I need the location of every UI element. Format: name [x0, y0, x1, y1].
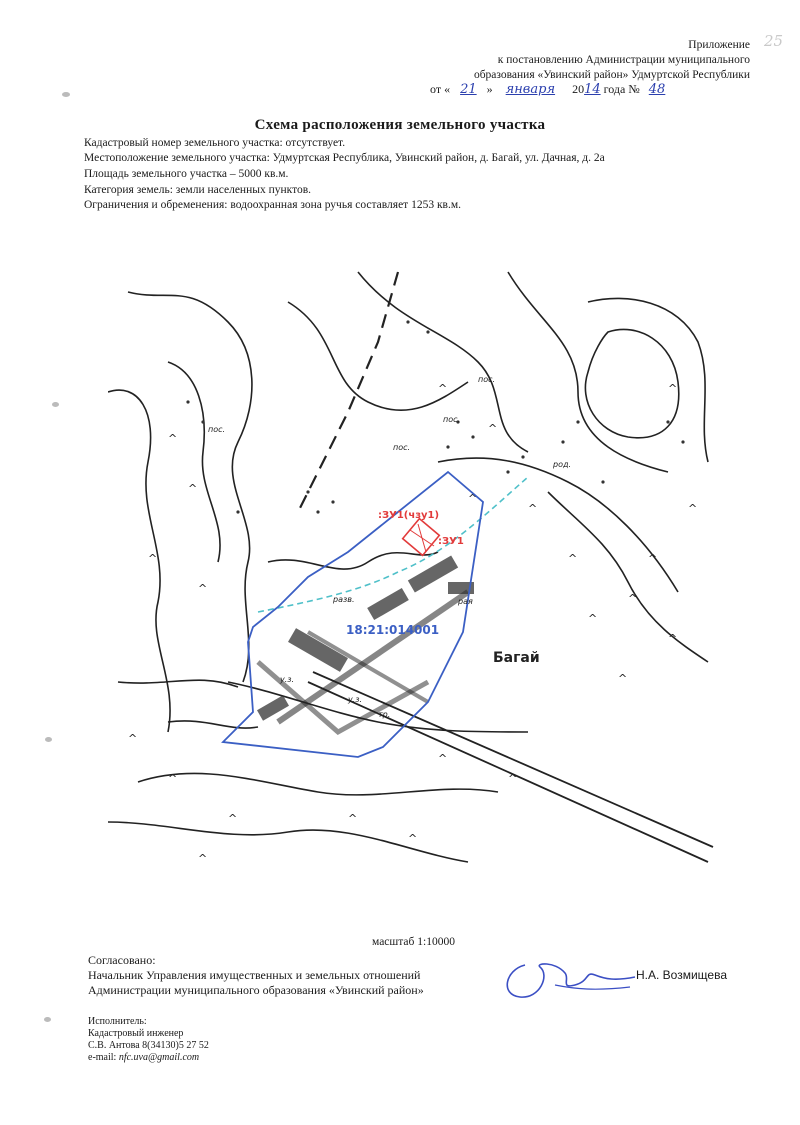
svg-text:^: ^ [168, 772, 178, 785]
map-label: пос. [208, 425, 226, 434]
date-year-suffix: 14 [584, 82, 601, 97]
map-label: тр. [378, 710, 391, 719]
date-quote-close: » [486, 82, 493, 96]
svg-text:^: ^ [628, 592, 638, 605]
corner-mark: 25 [764, 32, 784, 50]
signer-name: Н.А. Возмищева [636, 968, 727, 982]
header-municipality: образования «Увинский район» Удмуртской Республики [473, 69, 750, 81]
main-road [313, 672, 713, 847]
stream-line [258, 477, 528, 612]
relief-line [358, 272, 528, 452]
cadastral-quarter-label: 18:21:014001 [346, 623, 440, 637]
svg-text:^: ^ [528, 502, 538, 515]
executor-email[interactable]: nfc.uva@gmail.com [118, 1052, 200, 1063]
svg-text:^: ^ [438, 382, 448, 395]
detail-cadastral-number: Кадастровый номер земельного участка: отсутствует. [84, 137, 346, 149]
executor-contact: С.В. Антова 8(34130)5 27 52 [88, 1040, 209, 1051]
svg-text:^: ^ [468, 492, 478, 505]
map-label: у.з. [348, 695, 363, 704]
svg-text:^: ^ [198, 582, 208, 595]
relief-line [168, 721, 258, 728]
map-label: у.з. [280, 675, 295, 684]
scan-speck [52, 402, 59, 407]
approval-organization: Администрации муниципального образования «Увинский район» [88, 983, 424, 997]
scan-speck [62, 92, 70, 97]
map-label: пос. [393, 443, 411, 452]
land-plot-map [108, 262, 720, 902]
svg-text:^: ^ [438, 752, 448, 765]
map-label: пос. [443, 415, 461, 424]
svg-text:^: ^ [348, 812, 358, 825]
svg-text:^: ^ [228, 812, 238, 825]
svg-text:^: ^ [148, 552, 158, 565]
dashed-road [298, 272, 398, 512]
relief-line [168, 362, 220, 562]
date-year-after: года № [603, 82, 640, 96]
map-scale: масштаб 1:10000 [372, 936, 455, 948]
detail-area: Площадь земельного участка – 5000 кв.м. [84, 168, 289, 180]
map-label: рая [458, 597, 473, 606]
document-number: 48 [648, 82, 666, 97]
signature-image [495, 955, 640, 1005]
map-label: пос. [478, 375, 496, 384]
map-label: род. [553, 460, 572, 469]
executor-role: Кадастровый инженер [88, 1028, 184, 1039]
svg-text:^: ^ [128, 732, 138, 745]
svg-text:^: ^ [408, 832, 418, 845]
svg-text:^: ^ [168, 432, 178, 445]
svg-text:^: ^ [688, 502, 698, 515]
svg-text:^: ^ [508, 772, 518, 785]
svg-text:^: ^ [198, 852, 208, 865]
relief-line [138, 773, 498, 794]
map-label: разв. [333, 595, 355, 604]
executor-heading: Исполнитель: [88, 1016, 147, 1027]
relief-line [118, 680, 238, 687]
executor-email-line [88, 1052, 199, 1064]
scan-speck [45, 737, 52, 742]
approval-position: Начальник Управления имущественных и земельных отношений [88, 968, 421, 982]
date-from-label: от « [430, 82, 451, 96]
header-resolution: к постановлению Администрации муниципального [497, 54, 750, 66]
detail-location: Местоположение земельного участка: Удмуртская Республика, Увинский район, д. Багай, ул. Дачная, д. 2а [84, 152, 605, 164]
svg-text:^: ^ [488, 422, 498, 435]
relief-line [585, 329, 678, 437]
header-appendix: Приложение [688, 39, 750, 51]
relief-line [268, 552, 438, 569]
scan-speck [44, 1017, 51, 1022]
approval-heading: Согласовано: [88, 953, 156, 967]
page-title: Схема расположения земельного участка [254, 117, 546, 133]
svg-text:^: ^ [588, 612, 598, 625]
svg-text:^: ^ [188, 482, 198, 495]
executor-email-label: e-mail: [88, 1052, 117, 1063]
date-year-prefix: 20 [572, 82, 585, 96]
svg-text:^: ^ [668, 382, 678, 395]
relief-line [548, 492, 708, 662]
plot-label-1: :ЗУ1(чзу1) [378, 510, 440, 521]
date-day: 21 [460, 82, 477, 97]
header-date-line [430, 82, 760, 97]
building [367, 588, 409, 620]
detail-restrictions: Ограничения и обременения: водоохранная зона ручья составляет 1253 кв.м. [84, 199, 462, 211]
svg-text:^: ^ [668, 632, 678, 645]
village-label: Багай [493, 650, 540, 666]
svg-text:^: ^ [618, 672, 628, 685]
detail-category: Категория земель: земли населенных пунктов. [84, 184, 312, 196]
svg-text:^: ^ [648, 552, 658, 565]
svg-text:^: ^ [568, 552, 578, 565]
relief-line [108, 390, 170, 732]
date-month: января [505, 82, 556, 97]
plot-label-2: :ЗУ1 [438, 536, 464, 547]
